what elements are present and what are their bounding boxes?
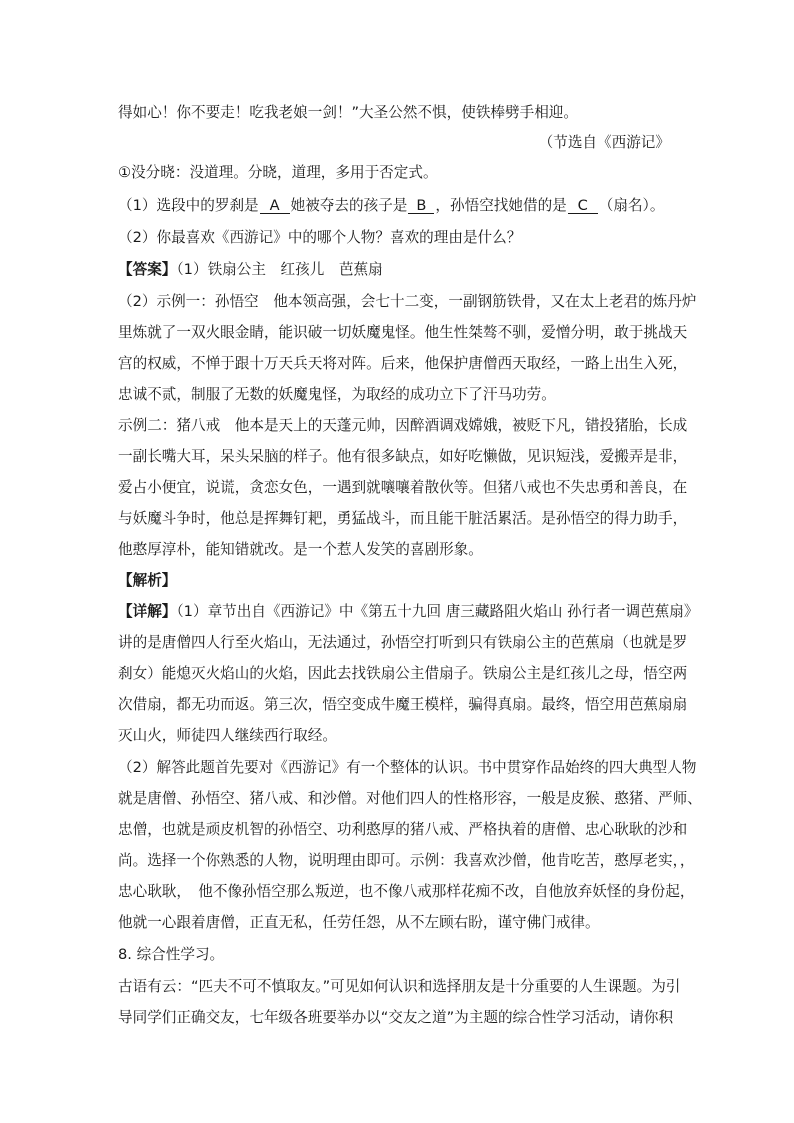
passage-ending: 得如心！你不要走！吃我老娘一剑！”大圣公然不惧，使铁棒劈手相迎。 — [118, 104, 578, 121]
detail-line: 灭山火，师徒四人继续西行取经。 — [118, 727, 337, 744]
question-1 — [118, 196, 678, 216]
question-1-text-b: 她被夺去的孩子是 — [290, 197, 408, 214]
answer-example-2-line: 示例二：猪八戒 他本是天上的天蓬元帅，因醉酒调戏嫦娥，被贬下凡，错投猪胎，长成 — [118, 417, 688, 434]
source-citation: （节选自《西游记》 — [538, 134, 670, 151]
detail-2-line: 忠心耿耿， 他不像孙悟空那么叛逆，也不像八戒那样花痴不改，自他放弃妖怪的身份起， — [118, 883, 695, 900]
detail-2-line: 忠僧，也就是顽皮机智的孙悟空、功利憨厚的猪八戒、严格执着的唐僧、忠心耿耿的沙和 — [118, 821, 688, 838]
question-8-intro-line: 古语有云：“匹夫不可不慎取友。”可见如何认识和选择朋友是十分重要的人生课题。为引 — [118, 978, 681, 995]
detail-label: 【详解】 — [118, 603, 177, 620]
blank-b: B — [408, 198, 434, 214]
answer-text: （1）铁扇公主 红孩儿 芭蕉扇 — [176, 261, 383, 278]
answer-example-2-line: 他憨厚淳朴，能知错就改。是一个惹人发笑的喜剧形象。 — [118, 541, 483, 558]
detail-first-line — [118, 602, 699, 622]
answer-example-2-line: 一副长嘴大耳，呆头呆脑的样子。他有很多缺点，如好吃懒做，见识短浅，爱搬弄是非， — [118, 448, 688, 465]
answer-example-2-line: 爱占小便宜，说谎，贪恋女色，一遇到就嚷嚷着散伙等。但猪八戒也不失忠勇和善良，在 — [118, 479, 688, 496]
question-1-text-c: ，孙悟空找她借的是 — [435, 197, 567, 214]
answer-example-2-line: 与妖魔斗争时，他总是挥舞钉耙，勇猛战斗，而且能干脏活累活。是孙悟空的得力助手， — [118, 510, 688, 527]
question-1-text-a: （1）选段中的罗刹是 — [118, 197, 259, 214]
detail-line: 次借扇，都无功而返。第三次，悟空变成牛魔王模样，骗得真扇。最终，悟空用芭蕉扇扇 — [118, 696, 688, 713]
answer-2-line: 忠诚不贰，制服了无数的妖魔鬼怪，为取经的成功立下了汗马功劳。 — [118, 386, 556, 403]
blank-c: C — [568, 198, 598, 214]
detail-2-line: （2）解答此题首先要对《西游记》有一个整体的认识。书中贯穿作品始终的四大典型人物 — [118, 759, 697, 776]
question-8-intro-line: 导同学们正确交友，七年级各班要举办以“交友之道”为主题的综合性学习活动，请你积 — [118, 1009, 674, 1026]
answer-2-line: 宫的权威，不惮于跟十万天兵天将对阵。后来，他保护唐僧西天取经，一路上出生入死， — [118, 355, 688, 372]
detail-2-line: 就是唐僧、孙悟空、猪八戒、和沙僧。对他们四人的性格形容，一般是皮猴、憨猪、严师、 — [118, 790, 702, 807]
detail-text: （1）章节出自《西游记》中《第五十九回 唐三藏路阻火焰山 孙行者一调芭蕉扇》 — [176, 603, 699, 620]
answer-label: 【答案】 — [118, 261, 177, 278]
answer-line — [118, 260, 678, 280]
analysis-label: 【解析】 — [118, 572, 177, 589]
question-2: （2）你最喜欢《西游记》中的哪个人物？喜欢的理由是什么？ — [118, 229, 522, 246]
question-1-text-d: （扇名）。 — [598, 197, 665, 214]
detail-line: 讲的是唐僧四人行至火焰山，无法通过，孙悟空打听到只有铁扇公主的芭蕉扇（也就是罗 — [118, 634, 688, 651]
blank-a: A — [260, 198, 290, 214]
detail-2-line: 尚。选择一个你熟悉的人物，说明理由即可。示例：我喜欢沙僧，他肯吃苦，憨厚老实，， — [118, 852, 695, 869]
answer-2-line: 里炼就了一双火眼金睛，能识破一切妖魔鬼怪。他生性桀骜不驯，爱憎分明，敢于挑战天 — [118, 324, 688, 341]
question-8-title: 8. 综合性学习。 — [118, 946, 225, 963]
detail-line: 刹女）能熄灭火焰山的火焰，因此去找铁扇公主借扇子。铁扇公主是红孩儿之母，悟空两 — [118, 665, 688, 682]
answer-2-line: （2）示例一：孙悟空 他本领高强，会七十二变，一副钢筋铁骨，又在太上老君的炼丹炉 — [118, 293, 697, 310]
footnote: ①没分晓：没道理。分晓，道理，多用于否定式。 — [118, 164, 438, 181]
detail-2-line: 他就一心跟着唐僧，正直无私，任劳任怨，从不左顾右盼，谨守佛门戒律。 — [118, 914, 600, 931]
